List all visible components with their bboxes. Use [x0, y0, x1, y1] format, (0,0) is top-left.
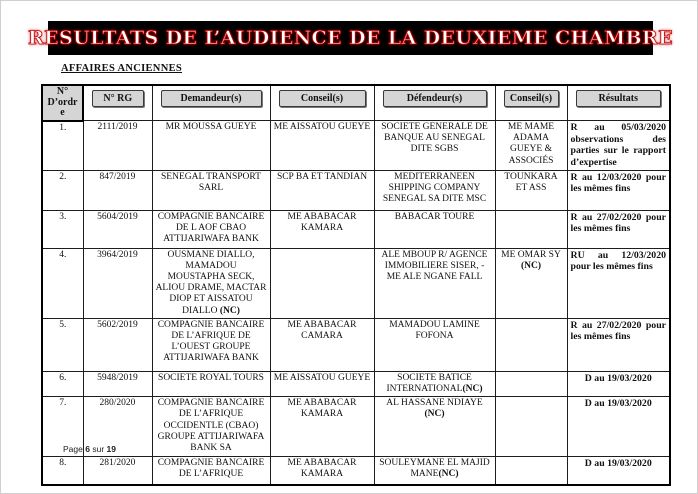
table-cell: 281/2020 — [83, 457, 152, 486]
column-header-conseil-defendeur — [495, 85, 567, 121]
table-cell: MAMADOU LAMINE FOFONA — [374, 318, 495, 371]
table-cell: RU au 12/03/2020 pour les mêmes fins — [567, 248, 670, 318]
table-cell: 5948/2019 — [83, 371, 152, 396]
table-cell: SOCIETE GENERALE DE BANQUE AU SENEGAL DITE SGBS — [374, 121, 495, 171]
table-cell: ME ABABACAR KAMARA — [270, 210, 374, 248]
table-cell: R au 27/02/2020 pour les mêmes fins — [567, 318, 670, 371]
header-box: Résultats — [576, 90, 662, 107]
table-cell: BABACAR TOURE — [374, 210, 495, 248]
table-cell: ME ABABACAR CAMARA — [270, 318, 374, 371]
table-cell: 5604/2019 — [83, 210, 152, 248]
column-header-rg — [83, 85, 152, 121]
header-box: Conseil(s) — [279, 90, 366, 107]
table-cell: AL HASSANE NDIAYE (NC) — [374, 397, 495, 457]
header-row — [42, 85, 670, 121]
table-cell: SOCIETE ROYAL TOURS — [152, 371, 270, 396]
title-banner — [27, 21, 674, 55]
table-cell: 5602/2019 — [83, 318, 152, 371]
table-cell: ME AISSATOU GUEYE — [270, 371, 374, 396]
table-cell — [270, 248, 374, 318]
page-title: RESULTATS DE L’AUDIENCE DE LA DEUXIEME CHAMBRE — [27, 27, 674, 49]
column-header-conseil-demandeur — [270, 85, 374, 121]
table-cell — [495, 210, 567, 248]
table-cell: ALE MBOUP R/ AGENCE IMMOBILIERE SISER, - ME ALE NGANE FALL — [374, 248, 495, 318]
header-box: Demandeur(s) — [161, 90, 262, 107]
table-cell — [495, 457, 567, 486]
table-cell: 4. — [42, 248, 83, 318]
page-footer — [63, 444, 116, 454]
table-cell: 3964/2019 — [83, 248, 152, 318]
results-table — [41, 84, 671, 486]
table-cell: SOCIETE BATICE INTERNATIONAL(NC) — [374, 371, 495, 396]
table-cell: 1. — [42, 121, 83, 171]
table-cell — [495, 371, 567, 396]
table-row — [42, 121, 670, 171]
column-header-resultats — [567, 85, 670, 121]
table-cell: ME OMAR SY (NC) — [495, 248, 567, 318]
table-row — [42, 371, 670, 396]
column-header-ordre: N° D’ordre — [42, 85, 83, 121]
table-cell: 280/2020 — [83, 397, 152, 457]
table-cell: SOULEYMANE EL MAJID MANE(NC) — [374, 457, 495, 486]
table-cell: R au 12/03/2020 pour les mêmes fins — [567, 170, 670, 210]
table-cell: ME ABABACAR KAMARA — [270, 397, 374, 457]
header-box: Défendeur(s) — [383, 90, 487, 107]
table-cell: R au 05/03/2020 observations des parties sur le rapport d’expertise — [567, 121, 670, 171]
table-row — [42, 457, 670, 486]
table-cell: ME ABABACAR KAMARA — [270, 457, 374, 486]
table-cell: 2111/2019 — [83, 121, 152, 171]
table-cell: 5. — [42, 318, 83, 371]
table-cell: ME MAME ADAMA GUEYE & ASSOCIÉS — [495, 121, 567, 171]
table-body — [42, 121, 670, 486]
footer-prefix: Page — [63, 444, 83, 454]
table-cell: D au 19/03/2020 — [567, 397, 670, 457]
table-cell: COMPAGNIE BANCAIRE DE L’AFRIQUE — [152, 457, 270, 486]
table-cell: 2. — [42, 170, 83, 210]
table-cell: 847/2019 — [83, 170, 152, 210]
table-row — [42, 397, 670, 457]
table-cell: D au 19/03/2020 — [567, 457, 670, 486]
footer-separator: sur — [92, 444, 105, 454]
footer-total-pages: 19 — [106, 444, 116, 454]
table-cell: SENEGAL TRANSPORT SARL — [152, 170, 270, 210]
table-cell: 3. — [42, 210, 83, 248]
table-cell — [495, 397, 567, 457]
table-cell: SCP BA ET TANDIAN — [270, 170, 374, 210]
table-row — [42, 170, 670, 210]
header-box: Conseil(s) — [504, 90, 559, 107]
table-cell: 6. — [42, 371, 83, 396]
table-cell: 7. — [42, 397, 83, 457]
table-cell: MR MOUSSA GUEYE — [152, 121, 270, 171]
table-cell: COMPAGNIE BANCAIRE DE L’AFRIQUE DE L’OUEST GROUPE ATTIJARIWAFA BANK — [152, 318, 270, 371]
table-cell: ME AISSATOU GUEYE — [270, 121, 374, 171]
column-header-demandeur — [152, 85, 270, 121]
column-header-defendeur — [374, 85, 495, 121]
table-cell: COMPAGNIE BANCAIRE DE L AOF CBAO ATTIJARIWAFA BANK — [152, 210, 270, 248]
table-cell: R au 27/02/2020 pour les mêmes fins — [567, 210, 670, 248]
table-cell: 8. — [42, 457, 83, 486]
table-cell: TOUNKARA ET ASS — [495, 170, 567, 210]
table-cell: D au 19/03/2020 — [567, 371, 670, 396]
table-row — [42, 210, 670, 248]
table-row — [42, 318, 670, 371]
header-box: N° RG — [92, 90, 144, 107]
section-title: AFFAIRES ANCIENNES — [61, 63, 183, 74]
table-row — [42, 248, 670, 318]
table-cell — [495, 318, 567, 371]
footer-page-number: 6 — [85, 444, 90, 454]
table-cell: MEDITERRANEEN SHIPPING COMPANY SENEGAL SA DITE MSC — [374, 170, 495, 210]
table-cell: OUSMANE DIALLO, MAMADOU MOUSTAPHA SECK, ALIOU DRAME, MACTAR DIOP ET AISSATOU DIALLO (NC) — [152, 248, 270, 318]
table-cell: COMPAGNIE BANCAIRE DE L’AFRIQUE OCCIDENTLE (CBAO) GROUPE ATTIJARIWAFA BANK SA — [152, 397, 270, 457]
